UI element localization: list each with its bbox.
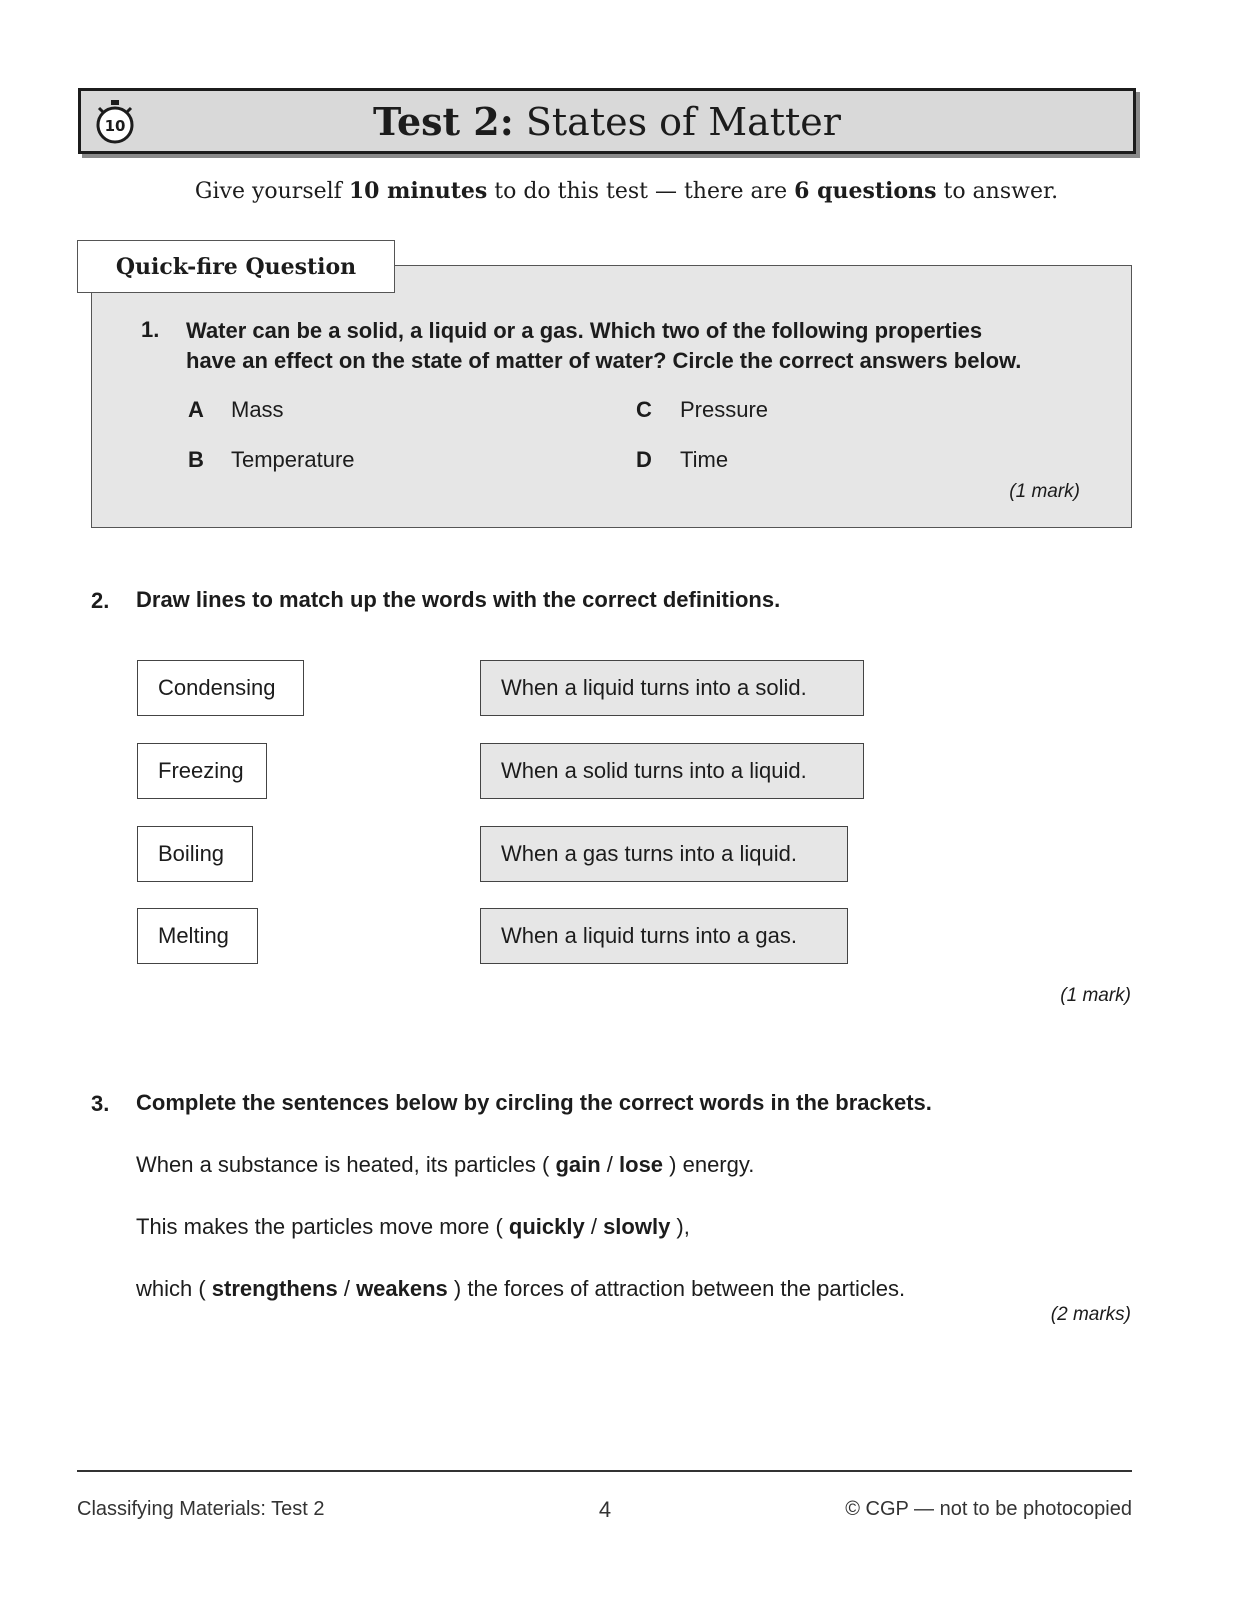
question-1-marks: (1 mark) [1009,481,1080,502]
title-rest: States of Matter [525,99,841,144]
choice-separator: / [600,1152,620,1177]
option-d-letter: D [636,447,652,472]
test-title-banner [78,88,1136,154]
intro-minutes: 10 minutes [348,178,488,204]
choice-strengthens[interactable]: strengthens [211,1276,338,1301]
definition-box[interactable]: When a liquid turns into a solid. [480,660,864,716]
definition-box[interactable]: When a gas turns into a liquid. [480,826,848,882]
option-a-text[interactable]: Mass [231,397,284,422]
title-bold: Test 2: [373,98,514,144]
intro-text: to do this test — there are [487,179,795,204]
intro-text: to answer. [936,179,1059,204]
choice-separator: / [584,1214,604,1239]
sentence-text: This makes the particles move more ( [136,1214,509,1239]
page-title [373,99,841,144]
footer-section-title: Classifying Materials: Test 2 [77,1498,325,1520]
choice-weakens[interactable]: weakens [356,1276,448,1301]
question-1-line-2: have an effect on the state of matter of water? Circle the correct answers below. [186,348,1022,373]
option-c-text[interactable]: Pressure [680,397,769,422]
sentence-text: ), [670,1214,690,1239]
question-2-marks: (1 mark) [1060,985,1131,1006]
choice-slowly[interactable]: slowly [603,1214,671,1239]
sentence-text: which ( [136,1276,212,1301]
timer-label: 10 [104,117,126,135]
sentence-2 [136,1214,690,1240]
word-box-condensing[interactable]: Condensing [137,660,304,716]
choice-quickly[interactable]: quickly [508,1214,585,1239]
sentence-3 [136,1276,905,1302]
intro-questions: 6 questions [794,178,937,204]
definition-box[interactable]: When a solid turns into a liquid. [480,743,864,799]
option-d-text[interactable]: Time [680,447,729,472]
sentence-text: ) the forces of attraction between the particles. [447,1276,906,1301]
question-3-text: Complete the sentences below by circling the correct words in the brackets. [136,1090,932,1115]
word-box-boiling[interactable]: Boiling [137,826,253,882]
option-c-letter: C [636,397,652,422]
quick-fire-label: Quick-fire Question [77,240,395,293]
choice-separator: / [337,1276,357,1301]
sentence-text: When a substance is heated, its particles ( [136,1152,556,1177]
question-3-number: 3. [91,1091,110,1116]
question-1-number: 1. [141,317,160,342]
stopwatch-icon [93,99,137,145]
question-2-text: Draw lines to match up the words with the correct definitions. [136,587,781,612]
sentence-1 [136,1152,754,1178]
page-number: 4 [598,1497,612,1522]
option-b-letter: B [188,447,204,472]
footer-divider [77,1470,1132,1472]
question-1-line-1: Water can be a solid, a liquid or a gas. Which two of the following properties [186,318,983,343]
word-box-freezing[interactable]: Freezing [137,743,267,799]
option-b-text[interactable]: Temperature [231,447,355,472]
footer-copyright: © CGP — not to be photocopied [845,1498,1132,1520]
sentence-text: ) energy. [663,1152,755,1177]
question-3-marks: (2 marks) [1050,1304,1131,1325]
instructions [0,178,1253,204]
option-a-letter: A [188,397,204,422]
word-box-melting[interactable]: Melting [137,908,258,964]
definition-box[interactable]: When a liquid turns into a gas. [480,908,848,964]
intro-text: Give yourself [194,179,349,204]
choice-lose[interactable]: lose [619,1152,664,1177]
question-2-number: 2. [91,588,110,613]
choice-gain[interactable]: gain [555,1152,601,1177]
